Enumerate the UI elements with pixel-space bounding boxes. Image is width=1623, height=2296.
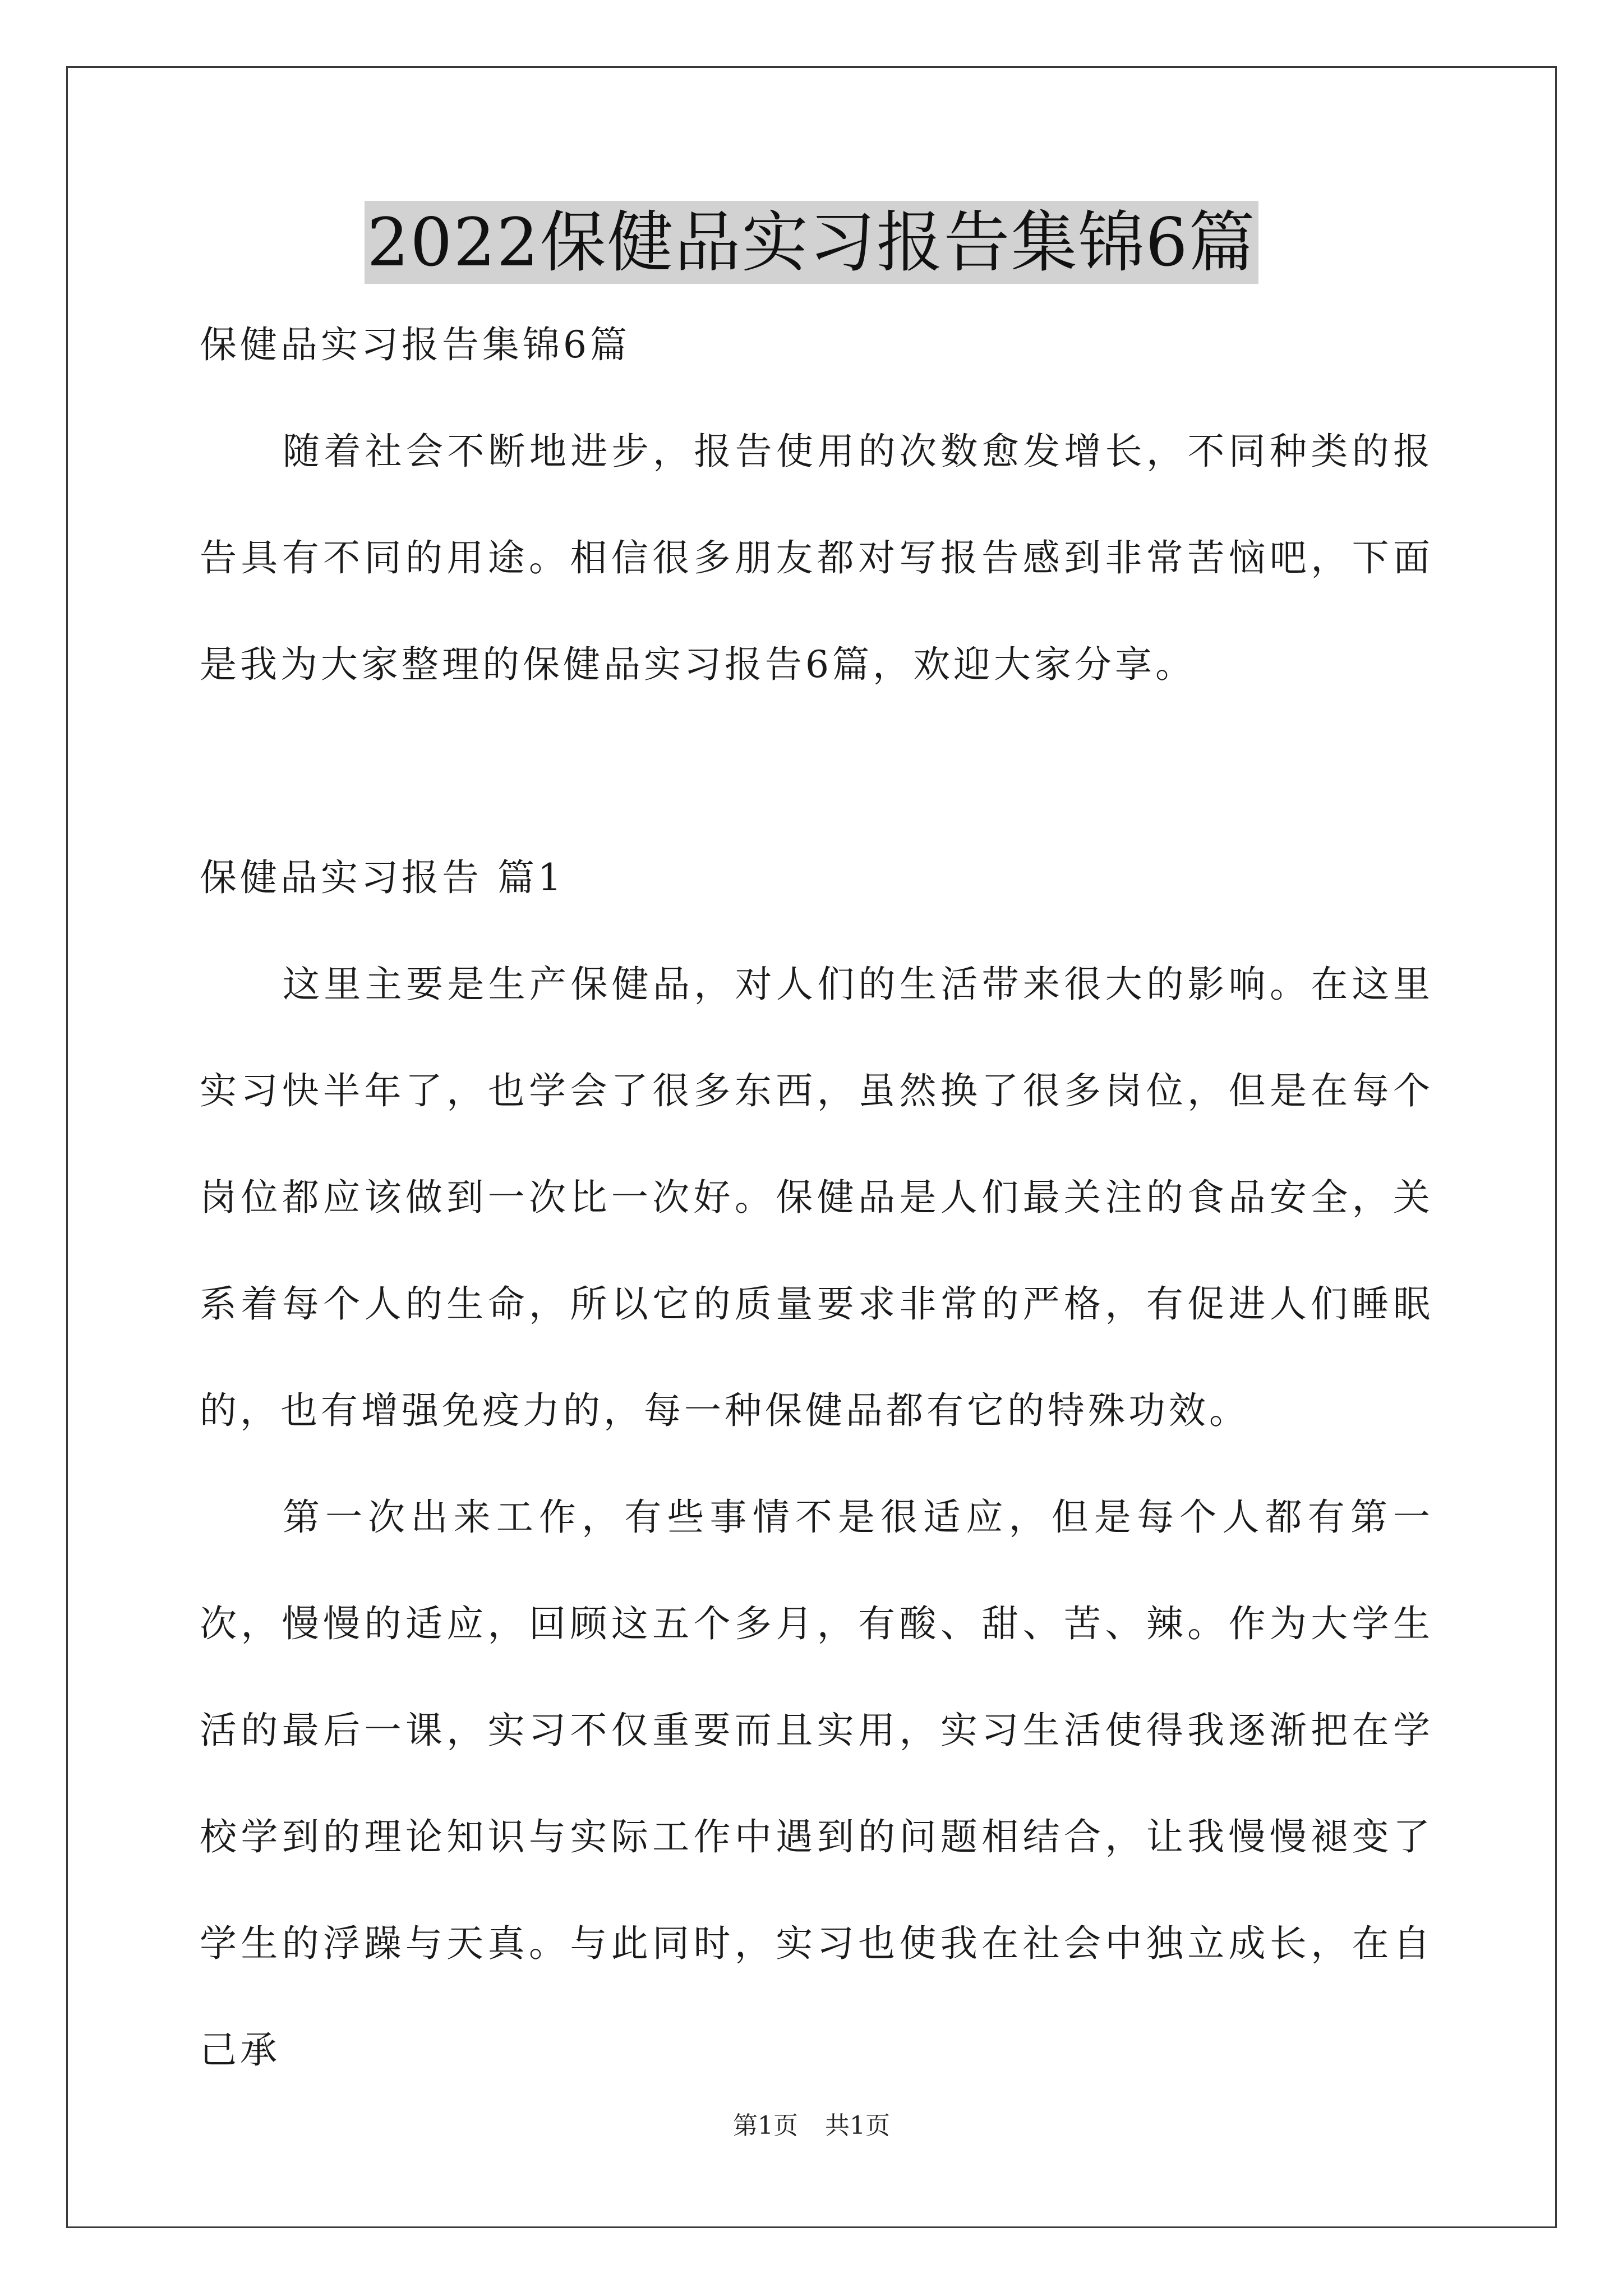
title-container bbox=[0, 201, 1623, 284]
document-title: 2022保健品实习报告集锦6篇 bbox=[365, 201, 1258, 284]
document-subtitle: 保健品实习报告集锦6篇 bbox=[200, 323, 630, 366]
page-number-total: 共1页 bbox=[825, 2111, 890, 2140]
page-footer bbox=[0, 2109, 1623, 2143]
section-heading: 保健品实习报告 篇1 bbox=[200, 856, 565, 899]
body-paragraph: 这里主要是生产保健品，对人们的生活带来很大的影响。在这里实习快半年了，也学会了很多东西，虽然换了很多岗位，但是在每个岗位都应该做到一次比一次好。保健品是人们最关注的食品安全，关系着每个人的生命，所以它的质量要求非常的严格，有促进人们睡眠的，也有增强免疫力的，每一种保健品都有它的特殊功效。 bbox=[200, 963, 1433, 1432]
intro-paragraph: 随着社会不断地进步，报告使用的次数愈发增长，不同种类的报告具有不同的用途。相信很多朋友都对写报告感到非常苦恼吧，下面是我为大家整理的保健品实习报告6篇，欢迎大家分享。 bbox=[200, 430, 1433, 686]
body-paragraph: 第一次出来工作，有些事情不是很适应，但是每个人都有第一次，慢慢的适应，回顾这五个多月，有酸、甜、苦、辣。作为大学生活的最后一课，实习不仅重要而且实用，实习生活使得我逐渐把在学校学到的理论知识与实际工作中遇到的问题相结合，让我慢慢褪变了学生的浮躁与天真。与此同时，实习也使我在社会中独立成长，在自己承 bbox=[200, 1496, 1433, 2072]
document-body bbox=[200, 292, 1433, 2104]
page-number-current: 第1页 bbox=[733, 2111, 798, 2140]
